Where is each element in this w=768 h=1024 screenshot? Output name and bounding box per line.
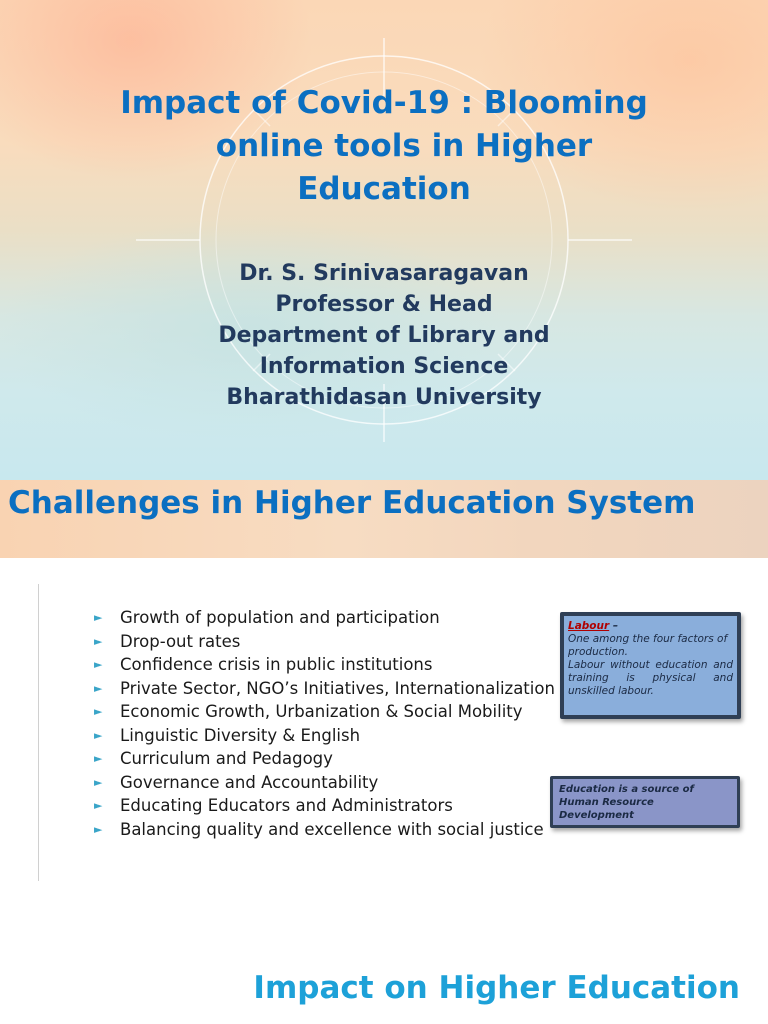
list-item: ► Governance and Accountability xyxy=(94,771,574,795)
labour-line-2: Labour without education and training is physical and unskilled labour. xyxy=(568,659,733,697)
list-item: ► Linguistic Diversity & English xyxy=(94,724,574,748)
labour-heading xyxy=(568,620,733,633)
author-department-line-2: Information Science xyxy=(259,354,509,379)
list-item: ► Confidence crisis in public institutions xyxy=(94,653,574,677)
list-item: ► Balancing quality and excellence with social justice xyxy=(94,818,574,842)
list-item: ► Private Sector, NGO’s Initiatives, Internationalization xyxy=(94,677,574,701)
author-block xyxy=(0,258,768,413)
challenges-list xyxy=(94,606,574,841)
education-callout-box: Education is a source of Human Resource Development xyxy=(550,776,740,828)
labour-label: Labour xyxy=(568,620,610,632)
triangle-right-icon: ► xyxy=(94,634,103,648)
labour-line-1: One among the four factors of production. xyxy=(568,633,728,658)
labour-dash: – xyxy=(609,620,619,632)
triangle-right-icon: ► xyxy=(94,822,103,836)
list-item: ► Growth of population and participation xyxy=(94,606,574,630)
author-position: Professor & Head xyxy=(275,292,493,317)
triangle-right-icon: ► xyxy=(94,658,103,671)
triangle-right-icon: ► xyxy=(94,611,103,624)
slide-challenges-header xyxy=(0,480,768,558)
list-item: ► Educating Educators and Administrators xyxy=(94,794,574,818)
triangle-right-icon: ► xyxy=(94,705,103,718)
title-line-2: online tools in Higher xyxy=(215,128,593,164)
list-item: ► Drop-out rates xyxy=(94,630,574,654)
triangle-right-icon: ► xyxy=(94,799,103,812)
triangle-right-icon: ► xyxy=(94,752,103,765)
author-department-line-1: Department of Library and xyxy=(218,323,550,348)
labour-callout-box xyxy=(560,612,741,719)
list-item: ► Economic Growth, Urbanization & Social Mobility xyxy=(94,700,574,724)
triangle-right-icon: ► xyxy=(94,681,103,695)
divider-line xyxy=(38,584,39,881)
slide-title xyxy=(0,0,768,480)
impact-title: Impact on Higher Education xyxy=(253,970,740,1006)
list-item: ► Curriculum and Pedagogy xyxy=(94,747,574,771)
challenges-title: Challenges in Higher Education System xyxy=(8,485,696,521)
title-line-3: Education xyxy=(297,171,471,207)
author-university: Bharathidasan University xyxy=(226,385,542,410)
title-line-1: Impact of Covid-19 : Blooming xyxy=(120,85,648,121)
slide-challenges-body xyxy=(0,558,768,888)
presentation-title xyxy=(30,82,738,211)
triangle-right-icon: ► xyxy=(94,775,103,789)
triangle-right-icon: ► xyxy=(94,728,103,742)
author-name: Dr. S. Srinivasaragavan xyxy=(239,261,529,286)
